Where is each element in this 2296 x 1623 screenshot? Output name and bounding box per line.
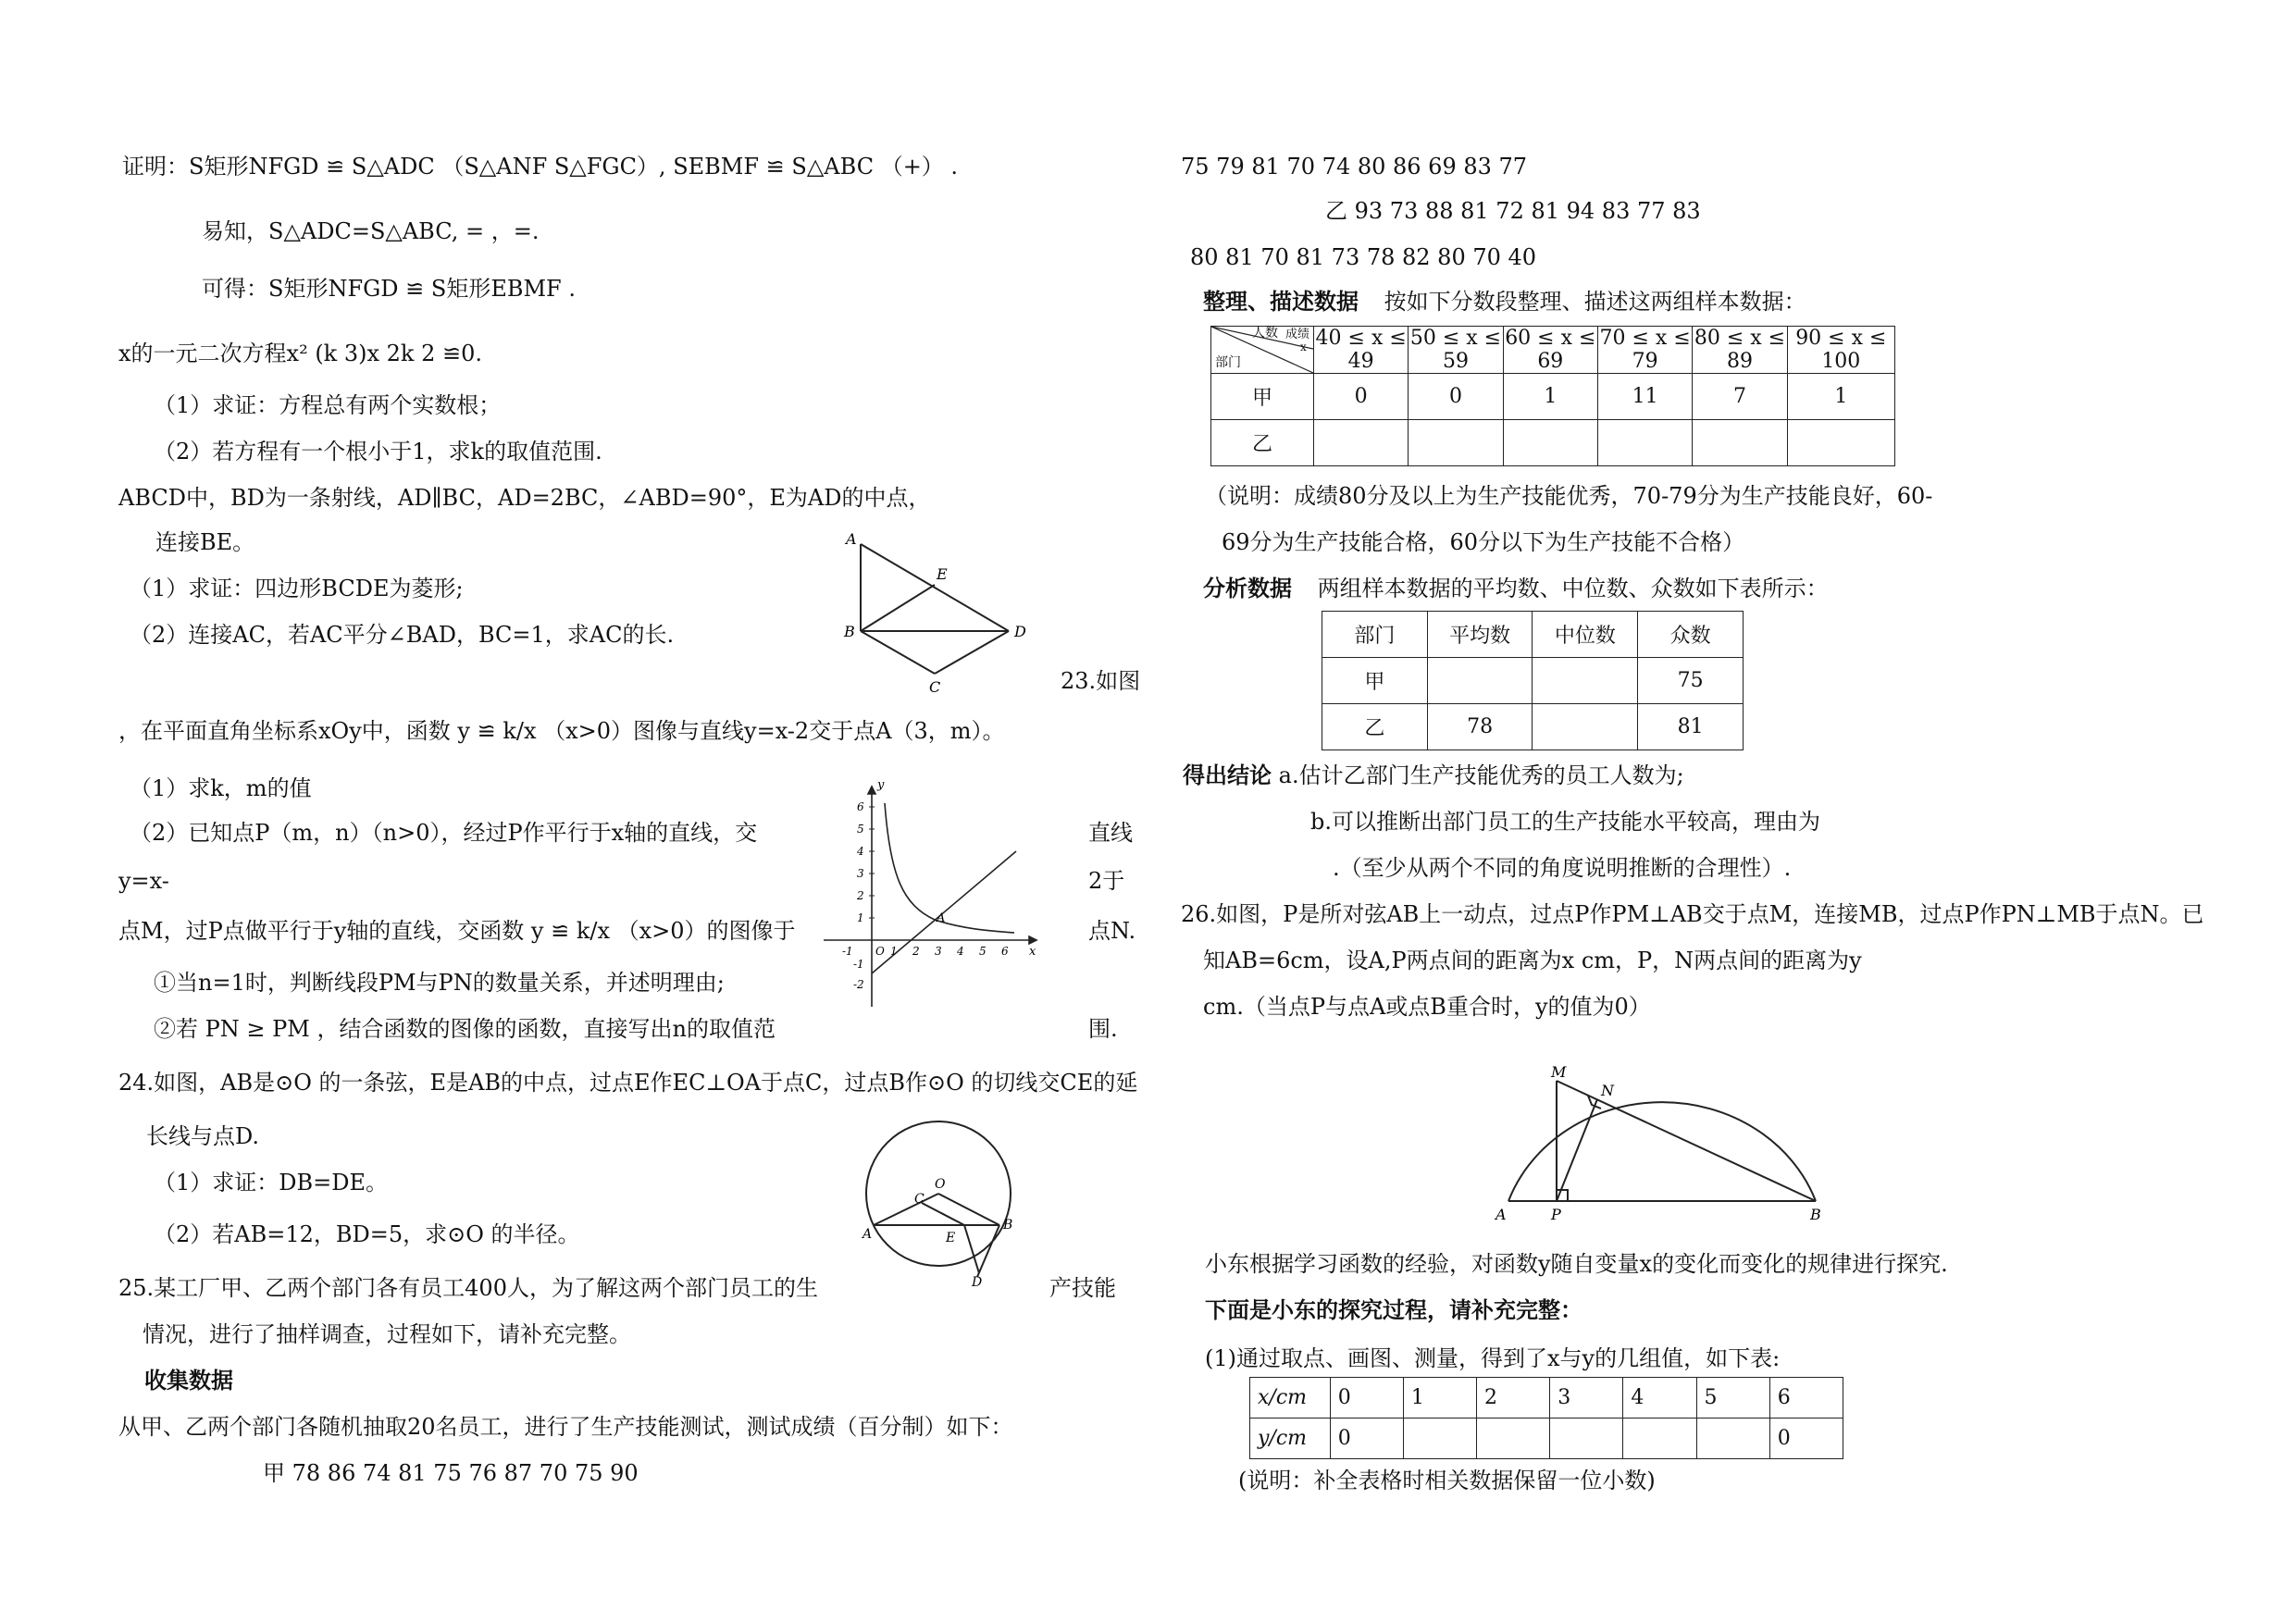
stat-header-median: 中位数 bbox=[1533, 612, 1638, 658]
x-tick-3: 3 bbox=[935, 945, 942, 958]
x-value-3: 3 bbox=[1550, 1378, 1623, 1419]
q21-part1: （1）求证：方程总有两个实数根； bbox=[154, 392, 502, 418]
y-tick-3: 3 bbox=[857, 867, 864, 880]
q22-stem-2: 连接BE。 bbox=[155, 529, 255, 555]
x-value-4: 4 bbox=[1623, 1378, 1696, 1419]
intersection-label-a: A bbox=[937, 911, 946, 925]
collect-data-desc: 从甲、乙两个部门各随机抽取20名员工，进行了生产技能测试，测试成绩（百分制）如下： bbox=[118, 1414, 1013, 1440]
rhombus-label-e: E bbox=[937, 565, 948, 583]
q24-stem: 24.如图，AB是⊙O 的一条弦，E是AB的中点，过点E作EC⊥OA于点C，过点B作⊙O 的切线交CE的延 bbox=[118, 1070, 1138, 1096]
proof-line-1: 证明：S矩形NFGD ≌ S△ADC （S△ANF S△FGC）, SEBMF ≌ S△ABC （+） . bbox=[122, 154, 959, 180]
semicircle-label-p: P bbox=[1551, 1206, 1561, 1221]
q26-note: (说明：补全表格时相关数据保留一位小数) bbox=[1238, 1468, 1656, 1493]
q25-stem: 25.某工厂甲、乙两个部门各有员工400人，为了解这两个部门员工的生 bbox=[118, 1275, 818, 1301]
range-header-5: 80 ≤ x ≤ 89 bbox=[1693, 327, 1787, 374]
conclusion-a: a.估计乙部门生产技能优秀的员工人数为; bbox=[1278, 762, 1684, 788]
conclusion-b: b.可以推断出部门员工的生产技能水平较高，理由为 bbox=[1310, 809, 1820, 835]
q23-sub2: ②若 PN ≥ PM ，结合函数的图像的函数，直接写出n的取值范 bbox=[154, 1016, 776, 1042]
q23-line: y=x- bbox=[118, 868, 169, 894]
y-value-2 bbox=[1477, 1419, 1550, 1459]
q22-stem: ABCD中，BD为一条射线，AD∥BC，AD=2BC，∠ABD=90°，E为AD的中点， bbox=[118, 485, 931, 511]
x-tick-1: 1 bbox=[890, 945, 898, 958]
circle-label-o: O bbox=[935, 1177, 946, 1192]
q21-stem: x的一元二次方程x² (k 3)x 2k 2 ≌0. bbox=[118, 341, 482, 366]
q23-number: 23.如图 bbox=[1061, 668, 1141, 694]
x-value-5: 5 bbox=[1696, 1378, 1769, 1419]
corner-cell bbox=[1211, 327, 1314, 374]
jia-count-1: 0 bbox=[1314, 374, 1409, 420]
yi-count-4 bbox=[1597, 420, 1692, 466]
y-tick-1: 1 bbox=[857, 911, 864, 924]
rhombus-label-b: B bbox=[844, 623, 855, 640]
yi-count-3 bbox=[1503, 420, 1597, 466]
q21-part2: （2）若方程有一个根小于1，求k的取值范围. bbox=[154, 439, 602, 465]
q26-part1: (1)通过取点、画图、测量，得到了x与y的几组值，如下表: bbox=[1205, 1345, 1781, 1371]
range-header-4: 70 ≤ x ≤ 79 bbox=[1597, 327, 1692, 374]
y-tick-4: 4 bbox=[857, 845, 864, 858]
function-graph-figure bbox=[814, 775, 1046, 1016]
q24-part2: （2）若AB=12，BD=5，求⊙O 的半径。 bbox=[154, 1221, 580, 1247]
yi-count-5 bbox=[1693, 420, 1787, 466]
stat-yi-mean: 78 bbox=[1427, 704, 1533, 750]
corner-label-count: 人数 bbox=[1252, 326, 1278, 341]
q23-part2: （2）已知点P（m，n）（n>0），经过P作平行于x轴的直线，交 bbox=[130, 820, 758, 846]
origin-label: O bbox=[875, 945, 885, 958]
range-header-6: 90 ≤ x ≤ 100 bbox=[1787, 327, 1894, 374]
proof-line-3: 可得：S矩形NFGD ≌ S矩形EBMF . bbox=[202, 276, 576, 302]
analyze-data-line bbox=[1203, 574, 1829, 603]
x-axis-label: x bbox=[1029, 945, 1036, 959]
stat-jia-mean bbox=[1427, 658, 1533, 704]
q22-part2: （2）连接AC，若AC平分∠BAD，BC=1，求AC的长. bbox=[130, 622, 675, 648]
range-header-2: 50 ≤ x ≤ 59 bbox=[1409, 327, 1503, 374]
y-value-6: 0 bbox=[1769, 1419, 1843, 1459]
analyze-data-heading: 分析数据 bbox=[1203, 576, 1292, 601]
q26-stem-2: 知AB=6cm，设A,P两点间的距离为x cm，P，N两点间的距离为y bbox=[1203, 948, 1862, 973]
circle-figure bbox=[861, 1116, 1046, 1286]
dept-jia-scores-2: 75 79 81 70 74 80 86 69 83 77 bbox=[1181, 154, 1528, 180]
semicircle-label-n: N bbox=[1601, 1082, 1614, 1099]
q23-part2-cont: 点M，过P点做平行于y轴的直线，交函数 y ≌ k/x （x>0）的图像于 bbox=[118, 918, 796, 944]
corner-label-x: x bbox=[1300, 341, 1307, 353]
conclusion-line bbox=[1183, 761, 1684, 790]
range-header-1: 40 ≤ x ≤ 49 bbox=[1314, 327, 1409, 374]
x-tick-4: 4 bbox=[957, 945, 964, 958]
yi-count-2 bbox=[1409, 420, 1503, 466]
q23-part2-right: 直线 bbox=[1088, 820, 1133, 846]
jia-count-5: 7 bbox=[1693, 374, 1787, 420]
circle-label-b: B bbox=[1003, 1218, 1013, 1233]
y-value-5 bbox=[1696, 1419, 1769, 1459]
stat-jia-median bbox=[1533, 658, 1638, 704]
jia-count-2: 0 bbox=[1409, 374, 1503, 420]
rhombus-label-a: A bbox=[846, 530, 857, 548]
stat-jia-label: 甲 bbox=[1322, 658, 1428, 704]
dept-yi-scores-1: 乙 93 73 88 81 72 81 94 83 77 83 bbox=[1325, 198, 1701, 224]
q26-process: 下面是小东的探究过程，请补充完整： bbox=[1205, 1297, 1582, 1323]
x-tick-6: 6 bbox=[1001, 945, 1009, 958]
q23-line-right: 2于 bbox=[1088, 868, 1125, 894]
collect-data-heading: 收集数据 bbox=[144, 1368, 233, 1394]
x-tick-neg1: -1 bbox=[842, 945, 853, 958]
x-tick-2: 2 bbox=[912, 945, 920, 958]
stat-header-mean: 平均数 bbox=[1427, 612, 1533, 658]
y-value-0: 0 bbox=[1330, 1419, 1403, 1459]
score-range-table bbox=[1210, 326, 1895, 466]
circle-label-d: D bbox=[972, 1275, 983, 1286]
yi-count-1 bbox=[1314, 420, 1409, 466]
x-value-6: 6 bbox=[1769, 1378, 1843, 1419]
q23-part2-cont-right: 点N. bbox=[1088, 918, 1136, 944]
rhombus-label-c: C bbox=[929, 678, 941, 694]
y-axis-label: y bbox=[877, 778, 885, 792]
x-value-1: 1 bbox=[1403, 1378, 1476, 1419]
organize-data-line bbox=[1203, 287, 1806, 316]
yi-count-6 bbox=[1787, 420, 1894, 466]
note-line-2: 69分为生产技能合格，60分以下为生产技能不合格） bbox=[1222, 529, 1745, 555]
dept-yi-scores-2: 80 81 70 81 73 78 82 80 70 40 bbox=[1190, 244, 1537, 270]
y-value-3 bbox=[1550, 1419, 1623, 1459]
stat-yi-mode: 81 bbox=[1638, 704, 1744, 750]
q23-sub2-right: 围. bbox=[1088, 1016, 1118, 1042]
x-tick-5: 5 bbox=[979, 945, 987, 958]
q26-stem: 26.如图，P是所对弦AB上一动点，过点P作PM⊥AB交于点M，连接MB，过点P作PN⊥MB于点N。已 bbox=[1181, 901, 2204, 927]
q23-sub1: ①当n=1时，判断线段PM与PN的数量关系，并述明理由; bbox=[154, 970, 725, 996]
q22-part1: （1）求证：四边形BCDE为菱形; bbox=[130, 576, 464, 601]
xy-table bbox=[1249, 1377, 1843, 1459]
q23-stem: ，在平面直角坐标系xOy中，函数 y ≌ k/x （x>0）图像与直线y=x-2交于点A（3，m）。 bbox=[118, 718, 1005, 744]
y-tick-neg2: -2 bbox=[853, 978, 864, 991]
conclusion-note: .（至少从两个不同的角度说明推断的合理性）. bbox=[1333, 855, 1792, 881]
range-header-3: 60 ≤ x ≤ 69 bbox=[1503, 327, 1597, 374]
dept-jia-scores-1: 甲 78 86 74 81 75 76 87 70 75 90 bbox=[263, 1460, 639, 1486]
stat-yi-label: 乙 bbox=[1322, 704, 1428, 750]
note-line-1: （说明：成绩80分及以上为生产技能优秀，70-79分为生产技能良好，60- bbox=[1205, 483, 1933, 509]
stat-header-dept: 部门 bbox=[1322, 612, 1428, 658]
y-tick-neg1: -1 bbox=[853, 958, 864, 971]
rhombus-figure bbox=[833, 527, 1055, 694]
semicircle-label-m: M bbox=[1551, 1063, 1567, 1081]
q24-stem-2: 长线与点D. bbox=[146, 1123, 260, 1149]
organize-data-desc: 按如下分数段整理、描述这两组样本数据： bbox=[1384, 289, 1806, 315]
corner-label-dept: 部门 bbox=[1215, 355, 1241, 370]
q25-stem-2: 情况，进行了抽样调查，过程如下，请补充完整。 bbox=[143, 1321, 631, 1347]
q25-stem-right: 产技能 bbox=[1049, 1275, 1116, 1301]
x-value-2: 2 bbox=[1477, 1378, 1550, 1419]
y-value-4 bbox=[1623, 1419, 1696, 1459]
q26-stem-3: cm.（当点P与点A或点B重合时，y的值为0） bbox=[1203, 994, 1651, 1020]
y-tick-2: 2 bbox=[857, 889, 864, 902]
rhombus-label-d: D bbox=[1014, 623, 1026, 640]
circle-label-a: A bbox=[863, 1227, 873, 1242]
corner-label-score: 成绩 bbox=[1285, 328, 1310, 341]
semicircle-label-a: A bbox=[1496, 1206, 1507, 1221]
stat-header-mode: 众数 bbox=[1638, 612, 1744, 658]
jia-count-6: 1 bbox=[1787, 374, 1894, 420]
q24-part1: （1）求证：DB=DE。 bbox=[154, 1170, 389, 1196]
organize-data-heading: 整理、描述数据 bbox=[1203, 289, 1359, 315]
jia-count-4: 11 bbox=[1597, 374, 1692, 420]
xy-header-y: y/cm bbox=[1250, 1419, 1331, 1459]
semicircle-label-b: B bbox=[1810, 1206, 1821, 1221]
stat-yi-median bbox=[1533, 704, 1638, 750]
circle-label-e: E bbox=[946, 1231, 956, 1245]
xy-header-x: x/cm bbox=[1250, 1378, 1331, 1419]
q26-explore: 小东根据学习函数的经验，对函数y随自变量x的变化而变化的规律进行探究. bbox=[1205, 1251, 1948, 1277]
semicircle-figure bbox=[1481, 1036, 1832, 1221]
analyze-data-desc: 两组样本数据的平均数、中位数、众数如下表所示： bbox=[1317, 576, 1829, 601]
statistics-table bbox=[1322, 611, 1744, 750]
y-value-1 bbox=[1403, 1419, 1476, 1459]
stat-jia-mode: 75 bbox=[1638, 658, 1744, 704]
q23-part1: （1）求k，m的值 bbox=[130, 775, 312, 801]
row-label-jia: 甲 bbox=[1211, 374, 1314, 420]
y-tick-5: 5 bbox=[857, 823, 864, 836]
y-tick-6: 6 bbox=[857, 800, 864, 813]
x-value-0: 0 bbox=[1330, 1378, 1403, 1419]
circle-label-c: C bbox=[914, 1192, 925, 1207]
proof-line-2: 易知，S△ADC=S△ABC, = ，=. bbox=[202, 218, 540, 244]
jia-count-3: 1 bbox=[1503, 374, 1597, 420]
row-label-yi: 乙 bbox=[1211, 420, 1314, 466]
conclusion-heading: 得出结论 bbox=[1183, 762, 1272, 788]
